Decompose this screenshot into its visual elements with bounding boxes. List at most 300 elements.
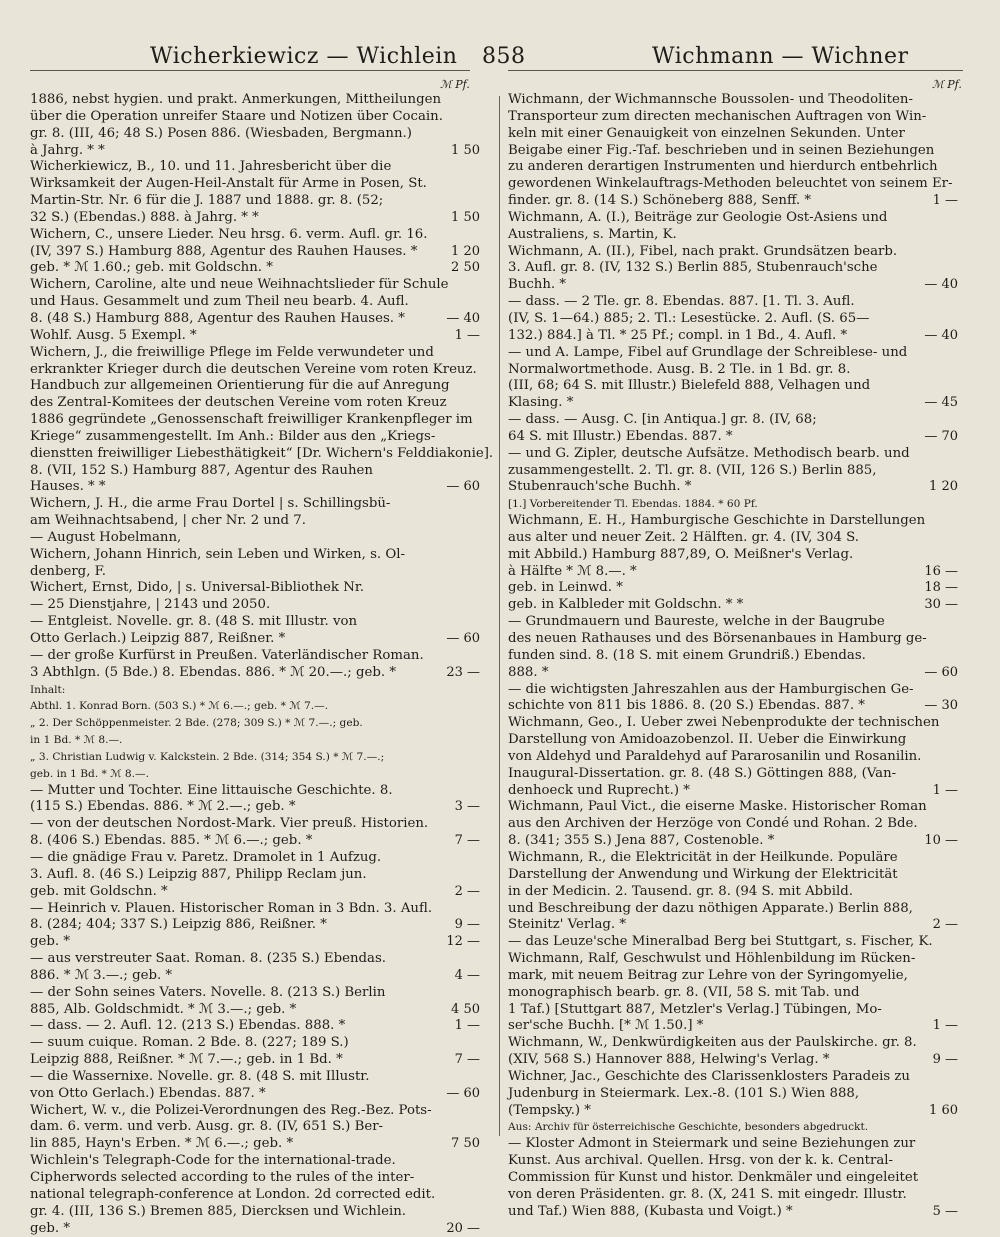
entry-line bbox=[508, 1069, 958, 1086]
entry-text: (IV, S. 1—64.) 885; 2. Tl.: Lesestücke. 2. Aufl. (S. 65— bbox=[508, 310, 870, 326]
entry-price: 10 — bbox=[924, 833, 958, 849]
entry-line bbox=[30, 479, 480, 496]
entry-line bbox=[508, 1035, 958, 1052]
entry-line bbox=[30, 749, 480, 766]
entry-text: geb. mit Goldschn. * bbox=[30, 883, 168, 899]
entry-text: 3. Aufl. gr. 8. (IV, 132 S.) Berlin 885, Stubenrauch'sche bbox=[508, 260, 878, 276]
entry-text: 132.) 884.] à Tl. * 25 Pf.; compl. in 1 Bd., 4. Aufl. * bbox=[508, 327, 848, 343]
entry-text: à Jahrg. * * bbox=[30, 142, 105, 158]
entry-text: von Aldehyd und Paraldehyd auf Pararosanilin und Rosanilin. bbox=[508, 748, 922, 764]
entry-text: Wichmann, Paul Vict., die eiserne Maske. Historischer Roman bbox=[508, 799, 927, 815]
entry-price: 1 — bbox=[932, 782, 958, 798]
entry-line bbox=[30, 614, 480, 631]
entry-text: und Haus. Gesammelt und zum Theil neu bearb. 4. Aufl. bbox=[30, 294, 409, 310]
entry-line bbox=[30, 564, 480, 581]
entry-text: Otto Gerlach.) Leipzig 887, Reißner. * bbox=[30, 631, 286, 646]
entry-line bbox=[30, 783, 480, 800]
entry-text: 8. (VII, 152 S.) Hamburg 887, Agentur des Rauhen bbox=[30, 462, 373, 478]
entry-text: national telegraph-conference at London. 2d corrected edit. bbox=[30, 1186, 436, 1202]
entry-line bbox=[508, 985, 958, 1002]
entry-text: „ 3. Christian Ludwig v. Kalckstein. 2 Bde. (314; 354 S.) * ℳ 7.—.; bbox=[30, 750, 385, 763]
entry-text: — aus verstreuter Saat. Roman. 8. (235 S.) Ebendas. bbox=[30, 951, 387, 967]
entry-text: — und G. Zipler, deutsche Aufsätze. Methodisch bearb. und bbox=[508, 445, 910, 461]
entry-text: Steinitz' Verlag. * bbox=[508, 917, 627, 933]
entry-text: 3 Abthlgn. (5 Bde.) 8. Ebendas. 886. * ℳ 20.—.; geb. * bbox=[30, 664, 396, 680]
entry-text: des Zentral-Komitees der deutschen Vereine vom roten Kreuz bbox=[30, 395, 447, 411]
entry-price: — 30 bbox=[924, 698, 958, 714]
entry-line bbox=[508, 783, 958, 800]
entry-text: Kunst. Aus archival. Quellen. Hrsg. von der k. k. Central- bbox=[508, 1153, 894, 1169]
entry-line bbox=[30, 766, 480, 783]
entry-text: erkrankter Krieger durch die deutschen Vereine vom roten Kreuz. bbox=[30, 361, 477, 377]
entry-text: 8. (341; 355 S.) Jena 887, Costenoble. * bbox=[508, 833, 775, 849]
entry-price: 1 — bbox=[454, 1018, 480, 1034]
entry-text: (XIV, 568 S.) Hannover 888, Helwing's Verlag. * bbox=[508, 1052, 830, 1068]
entry-text: — Heinrich v. Plauen. Historischer Roman in 3 Bdn. 3. Aufl. bbox=[30, 900, 433, 916]
entry-text: des neuen Rathauses und des Börsenanbaues in Hamburg ge- bbox=[508, 631, 927, 646]
price-column-heading-left: ℳ Pf. bbox=[440, 78, 470, 91]
entry-price: — 40 bbox=[924, 327, 958, 343]
entry-line bbox=[508, 328, 958, 345]
entry-line bbox=[508, 1086, 958, 1103]
entry-text: 8. (406 S.) Ebendas. 885. * ℳ 6.—.; geb. * bbox=[30, 833, 313, 849]
entry-price: 1 20 bbox=[929, 479, 958, 495]
entry-line bbox=[508, 294, 958, 311]
entry-text: Wichern, Caroline, alte und neue Weihnachtslieder für Schule bbox=[30, 277, 449, 293]
entry-line bbox=[30, 412, 480, 429]
entry-line bbox=[30, 698, 480, 715]
entry-text: Klasing. * bbox=[508, 395, 574, 411]
entry-price: 1 60 bbox=[929, 1102, 958, 1118]
entry-price: 4 — bbox=[454, 967, 480, 983]
entry-text: Darstellung von Amidoazobenzol. II. Ueber die Einwirkung bbox=[508, 732, 907, 748]
entry-line bbox=[30, 345, 480, 362]
entry-price: 1 50 bbox=[451, 142, 480, 158]
entry-text: denberg, F. bbox=[30, 563, 107, 579]
entry-text: — 25 Dienstjahre, | 2143 und 2050. bbox=[30, 597, 271, 613]
entry-line bbox=[30, 884, 480, 901]
entry-text: am Weihnachtsabend, | cher Nr. 2 und 7. bbox=[30, 513, 306, 529]
entry-line bbox=[30, 901, 480, 918]
entry-line bbox=[30, 732, 480, 749]
entry-line bbox=[508, 463, 958, 480]
entry-line bbox=[508, 362, 958, 379]
entry-line bbox=[508, 277, 958, 294]
entry-text: — das Leuze'sche Mineralbad Berg bei Stuttgart, s. Fischer, K. bbox=[508, 934, 933, 950]
entry-text: dam. 6. verm. und verb. Ausg. gr. 8. (IV, 651 S.) Ber- bbox=[30, 1119, 384, 1135]
entry-line bbox=[508, 193, 958, 210]
entry-text: geb. in Leinwd. * bbox=[508, 580, 623, 596]
entry-price: 1 20 bbox=[451, 243, 480, 259]
entry-text: Wichmann, E. H., Hamburgische Geschichte in Darstellungen bbox=[508, 513, 926, 529]
entry-text: und Beschreibung der dazu nöthigen Apparate.) Berlin 888, bbox=[508, 900, 913, 916]
entry-text: Wichern, C., unsere Lieder. Neu hrsg. 6. verm. Aufl. gr. 16. bbox=[30, 226, 428, 242]
entry-text: Wichmann, Geo., I. Ueber zwei Nebenprodukte der technischen bbox=[508, 715, 940, 731]
entry-price: — 40 bbox=[446, 310, 480, 326]
entry-line bbox=[508, 311, 958, 328]
entry-line bbox=[508, 698, 958, 715]
entry-line bbox=[508, 176, 958, 193]
entry-text: ser'sche Buchh. [* ℳ 1.50.] * bbox=[508, 1018, 704, 1034]
entry-text: — dass. — 2. Aufl. 12. (213 S.) Ebendas. 888. * bbox=[30, 1018, 346, 1034]
entry-line bbox=[30, 109, 480, 126]
entry-line bbox=[30, 833, 480, 850]
entry-line bbox=[30, 580, 480, 597]
entry-text: Australiens, s. Martin, K. bbox=[508, 226, 677, 242]
entry-price: 18 — bbox=[924, 580, 958, 596]
entry-text: in der Medicin. 2. Tausend. gr. 8. (94 S. mit Abbild. bbox=[508, 883, 853, 899]
entry-text: Cipherwords selected according to the rules of the inter- bbox=[30, 1170, 415, 1185]
entry-line bbox=[508, 749, 958, 766]
entry-line bbox=[508, 429, 958, 446]
entry-text: zu anderen derartigen Instrumenten und hierdurch entbehrlich bbox=[508, 159, 938, 175]
entry-line bbox=[508, 513, 958, 530]
entry-line bbox=[508, 1103, 958, 1120]
entry-line bbox=[30, 917, 480, 934]
entry-text: von deren Präsidenten. gr. 8. (X, 241 S. mit eingedr. Illustr. bbox=[508, 1186, 907, 1202]
entry-price: 7 50 bbox=[451, 1136, 480, 1152]
running-header-left: Wicherkiewicz — Wichlein bbox=[150, 44, 458, 69]
entry-line bbox=[508, 884, 958, 901]
entry-line bbox=[30, 1204, 480, 1221]
entry-text: aus den Archiven der Herzöge von Condé und Rohan. 2 Bde. bbox=[508, 816, 918, 832]
entry-line bbox=[508, 210, 958, 227]
entry-line bbox=[508, 1052, 958, 1069]
entry-text: Wichmann, A. (I.), Beiträge zur Geologie Ost-Asiens und bbox=[508, 209, 888, 225]
entry-text: — und A. Lampe, Fibel auf Grundlage der Schreiblese- und bbox=[508, 344, 908, 360]
entry-line bbox=[508, 732, 958, 749]
entry-line bbox=[508, 917, 958, 934]
entry-text: Wichner, Jac., Geschichte des Clarissenklosters Paradeis zu bbox=[508, 1068, 910, 1084]
entry-line bbox=[508, 1153, 958, 1170]
entry-line bbox=[30, 682, 480, 699]
entry-text: funden sind. 8. (18 S. mit einem Grundriß.) Ebendas. bbox=[508, 647, 866, 663]
entry-line bbox=[30, 193, 480, 210]
entry-line bbox=[508, 648, 958, 665]
entry-line bbox=[30, 1069, 480, 1086]
entry-line bbox=[30, 799, 480, 816]
entry-text: über die Operation unreifer Staare und Notizen über Cocain. bbox=[30, 108, 443, 124]
entry-text: 32 S.) (Ebendas.) 888. à Jahrg. * * bbox=[30, 209, 259, 225]
entry-text: 886. * ℳ 3.—.; geb. * bbox=[30, 967, 173, 983]
entry-text: gr. 4. (III, 136 S.) Bremen 885, Diercksen und Wichlein. bbox=[30, 1203, 407, 1219]
entry-line bbox=[30, 445, 494, 463]
entry-line bbox=[508, 816, 958, 833]
entry-line bbox=[508, 799, 958, 816]
entry-text: Kriege“ zusammengestellt. Im Anh.: Bilder aus den „Kriegs- bbox=[30, 428, 436, 444]
entry-text: lin 885, Hayn's Erben. * ℳ 6.—.; geb. * bbox=[30, 1136, 294, 1152]
entry-price: 2 50 bbox=[451, 260, 480, 276]
entry-price: 1 — bbox=[932, 193, 958, 209]
entry-line bbox=[30, 429, 480, 446]
entry-line bbox=[30, 968, 480, 985]
entry-line bbox=[30, 631, 480, 648]
entry-text: mark, mit neuem Beitrag zur Lehre von der Syringomyelie, bbox=[508, 967, 908, 983]
entry-line bbox=[508, 244, 958, 261]
entry-line bbox=[30, 1052, 480, 1069]
entry-text: 1 Taf.) [Stuttgart 887, Metzler's Verlag.] Tübingen, Mo- bbox=[508, 1001, 882, 1017]
entry-line bbox=[30, 597, 480, 614]
entry-line bbox=[508, 92, 958, 109]
entry-text: — Entgleist. Novelle. gr. 8. (48 S. mit Illustr. von bbox=[30, 614, 358, 630]
entry-line bbox=[30, 159, 480, 176]
entry-text: zusammengestellt. 2. Tl. gr. 8. (VII, 126 S.) Berlin 885, bbox=[508, 462, 877, 478]
entry-price: — 40 bbox=[924, 277, 958, 293]
entry-text: in 1 Bd. * ℳ 8.—. bbox=[30, 734, 123, 747]
entry-text: „ 2. Der Schöppenmeister. 2 Bde. (278; 309 S.) * ℳ 7.—.; geb. bbox=[30, 717, 363, 730]
entry-text: Transporteur zum directen mechanischen Auftragen von Win- bbox=[508, 108, 927, 124]
entry-line bbox=[508, 564, 958, 581]
entry-text: Normalwortmethode. Ausg. B. 2 Tle. in 1 Bd. gr. 8. bbox=[508, 361, 851, 377]
entry-text: 885, Alb. Goldschmidt. * ℳ 3.—.; geb. * bbox=[30, 1001, 297, 1017]
entry-text: gr. 8. (III, 46; 48 S.) Posen 886. (Wiesbaden, Bergmann.) bbox=[30, 125, 412, 141]
entry-text: (III, 68; 64 S. mit Illustr.) Bielefeld 888, Velhagen und bbox=[508, 378, 871, 394]
entry-line bbox=[30, 1221, 480, 1237]
entry-price: 1 — bbox=[454, 327, 480, 343]
running-header-right: Wichmann — Wichner bbox=[652, 44, 909, 69]
entry-price: — 60 bbox=[446, 1085, 480, 1101]
entry-text: Wohlf. Ausg. 5 Exempl. * bbox=[30, 327, 197, 343]
entry-line bbox=[508, 682, 958, 699]
entry-price: 1 — bbox=[932, 1018, 958, 1034]
entry-line bbox=[30, 1136, 480, 1153]
entry-text: 8. (48 S.) Hamburg 888, Agentur des Rauhen Hauses. * bbox=[30, 310, 405, 326]
entry-line bbox=[30, 328, 480, 345]
entry-line bbox=[30, 176, 480, 193]
entry-line bbox=[508, 631, 958, 648]
entry-text: Beigabe einer Fig.-Taf. beschrieben und in seinen Beziehungen bbox=[508, 142, 935, 158]
entry-text: Wirksamkeit der Augen-Heil-Anstalt für Arme in Posen, St. bbox=[30, 176, 427, 192]
entry-text: — der große Kurfürst in Preußen. Vaterländischer Roman. bbox=[30, 647, 424, 663]
entry-text: [1.] Vorbereitender Tl. Ebendas. 1884. * 60 Pf. bbox=[508, 498, 758, 511]
entry-text: 3. Aufl. 8. (46 S.) Leipzig 887, Philipp Reclam jun. bbox=[30, 866, 367, 882]
entry-line bbox=[30, 395, 480, 412]
entry-text: aus alter und neuer Zeit. 2 Hälften. gr. 4. (IV, 304 S. bbox=[508, 529, 860, 545]
entry-text: — von der deutschen Nordost-Mark. Vier preuß. Historien. bbox=[30, 816, 429, 832]
page-number: 858 bbox=[482, 44, 526, 69]
entry-text: Wichmann, R., die Elektricität in der Heilkunde. Populäre bbox=[508, 849, 898, 865]
entry-text: monographisch bearb. gr. 8. (VII, 58 S. mit Tab. und bbox=[508, 984, 860, 1000]
entry-price: — 60 bbox=[446, 479, 480, 495]
entry-line bbox=[30, 1035, 480, 1052]
entry-text: geb. in Kalbleder mit Goldschn. * * bbox=[508, 597, 744, 613]
entry-line bbox=[30, 1018, 480, 1035]
entry-price: 4 50 bbox=[451, 1001, 480, 1017]
entry-line bbox=[30, 934, 480, 951]
entry-line bbox=[30, 496, 480, 513]
entry-text: geb. * ℳ 1.60.; geb. mit Goldschn. * bbox=[30, 260, 273, 276]
entry-price: 7 — bbox=[454, 1052, 480, 1068]
entry-price: 20 — bbox=[446, 1220, 480, 1236]
entry-line bbox=[508, 1187, 958, 1204]
column-divider bbox=[499, 96, 500, 1136]
entry-line bbox=[30, 1170, 480, 1187]
entry-text: (IV, 397 S.) Hamburg 888, Agentur des Rauhen Hauses. * bbox=[30, 243, 418, 259]
right-column bbox=[508, 92, 958, 1219]
entry-line bbox=[30, 260, 480, 277]
entry-line bbox=[508, 901, 958, 918]
entry-price: 9 — bbox=[454, 917, 480, 933]
entry-text: — dass. — Ausg. C. [in Antiqua.] gr. 8. (IV, 68; bbox=[508, 412, 817, 428]
entry-line bbox=[30, 244, 480, 261]
entry-text: Wichert, Ernst, Dido, | s. Universal-Bibliothek Nr. bbox=[30, 580, 364, 596]
entry-line bbox=[508, 867, 958, 884]
entry-text: — August Hobelmann, bbox=[30, 529, 182, 545]
entry-text: Martin-Str. Nr. 6 für die J. 1887 und 1888. gr. 8. (52; bbox=[30, 193, 384, 209]
entry-line bbox=[508, 126, 958, 143]
entry-line bbox=[508, 260, 958, 277]
entry-text: geb. * bbox=[30, 1220, 70, 1236]
entry-line bbox=[508, 227, 958, 244]
entry-line bbox=[508, 934, 958, 951]
entry-text: Abthl. 1. Konrad Born. (503 S.) * ℳ 6.—.; geb. * ℳ 7.—. bbox=[30, 700, 329, 713]
entry-text: Buchh. * bbox=[508, 277, 567, 293]
entry-line bbox=[508, 530, 958, 547]
entry-text: à Hälfte * ℳ 8.—. * bbox=[508, 563, 637, 579]
entry-price: — 60 bbox=[924, 664, 958, 680]
entry-line bbox=[30, 126, 480, 143]
entry-price: 16 — bbox=[924, 563, 958, 579]
header-rule-right bbox=[508, 70, 963, 71]
entry-text: Wichern, J., die freiwillige Pflege im Felde verwundeter und bbox=[30, 344, 434, 360]
entry-line bbox=[30, 985, 480, 1002]
entry-price: 9 — bbox=[932, 1052, 958, 1068]
entry-text: Wichern, Johann Hinrich, sein Leben und Wirken, s. Ol- bbox=[30, 546, 405, 562]
entry-line bbox=[30, 547, 480, 564]
entry-text: Wichmann, W., Denkwürdigkeiten aus der Paulskirche. gr. 8. bbox=[508, 1035, 917, 1051]
entry-price: 30 — bbox=[924, 597, 958, 613]
entry-text: — die gnädige Frau v. Paretz. Dramolet in 1 Aufzug. bbox=[30, 849, 382, 865]
entry-text: — dass. — 2 Tle. gr. 8. Ebendas. 887. [1. Tl. 3. Aufl. bbox=[508, 294, 855, 310]
entry-line bbox=[30, 1119, 480, 1136]
entry-text: Handbuch zur allgemeinen Orientierung für die auf Anregung bbox=[30, 378, 450, 394]
entry-line bbox=[508, 143, 958, 160]
entry-line bbox=[508, 833, 958, 850]
entry-line bbox=[508, 479, 958, 496]
entry-text: Wichlein's Telegraph-Code for the international-trade. bbox=[30, 1153, 396, 1169]
entry-line bbox=[508, 614, 958, 631]
entry-line bbox=[508, 1204, 958, 1221]
entry-text: dienstten freiwilliger Liebesthätigkeit“ [Dr. Wichern's Felddiakonie]. bbox=[30, 445, 494, 461]
entry-line bbox=[508, 1119, 958, 1136]
entry-line bbox=[30, 92, 480, 109]
entry-line bbox=[508, 665, 958, 682]
entry-text: Darstellung der Anwendung und Wirkung der Elektricität bbox=[508, 866, 898, 882]
entry-line bbox=[508, 766, 958, 783]
entry-price: 2 — bbox=[932, 917, 958, 933]
entry-text: 8. (284; 404; 337 S.) Leipzig 886, Reißner. * bbox=[30, 917, 327, 933]
entry-line bbox=[30, 277, 480, 294]
entry-line bbox=[30, 294, 480, 311]
entry-text: Wichert, W. v., die Polizei-Verordnungen des Reg.-Bez. Pots- bbox=[30, 1102, 432, 1118]
entry-text: geb. * bbox=[30, 934, 70, 950]
entry-line bbox=[30, 378, 480, 395]
left-column bbox=[30, 92, 494, 1236]
entry-line bbox=[30, 530, 480, 547]
entry-text: (Tempsky.) * bbox=[508, 1102, 591, 1118]
entry-text: Leipzig 888, Reißner. * ℳ 7.—.; geb. in 1 Bd. * bbox=[30, 1052, 343, 1068]
entry-line bbox=[508, 1170, 958, 1187]
entry-price: 1 50 bbox=[451, 209, 480, 225]
entry-line bbox=[508, 850, 958, 867]
entry-text: — suum cuique. Roman. 2 Bde. 8. (227; 189 S.) bbox=[30, 1035, 349, 1051]
entry-text: — der Sohn seines Vaters. Novelle. 8. (213 S.) Berlin bbox=[30, 984, 386, 1000]
entry-text: Wichmann, Ralf, Geschwulst und Höhlenbildung im Rücken- bbox=[508, 951, 916, 967]
price-column-heading-right: ℳ Pf. bbox=[932, 78, 962, 91]
entry-line bbox=[30, 665, 480, 682]
entry-text: 1886, nebst hygien. und prakt. Anmerkungen, Mittheilungen bbox=[30, 92, 442, 107]
entry-line bbox=[508, 968, 958, 985]
entry-line bbox=[30, 1187, 480, 1204]
entry-price: 5 — bbox=[932, 1203, 958, 1219]
entry-line bbox=[30, 1103, 480, 1120]
entry-line bbox=[30, 816, 480, 833]
entry-line bbox=[30, 362, 480, 379]
entry-text: und Taf.) Wien 888, (Kubasta und Voigt.) * bbox=[508, 1203, 793, 1219]
entry-text: Commission für Kunst und histor. Denkmäler und eingeleitet bbox=[508, 1170, 919, 1185]
entry-text: denhoeck und Ruprecht.) * bbox=[508, 782, 690, 798]
entry-text: — die Wassernixe. Novelle. gr. 8. (48 S. mit Illustr. bbox=[30, 1068, 370, 1084]
entry-line bbox=[508, 1002, 958, 1019]
entry-text: von Otto Gerlach.) Ebendas. 887. * bbox=[30, 1085, 266, 1101]
entry-text: (115 S.) Ebendas. 886. * ℳ 2.—.; geb. * bbox=[30, 799, 296, 815]
entry-text: Wichmann, der Wichmannsche Boussolen- und Theodoliten- bbox=[508, 92, 913, 107]
entry-line bbox=[508, 109, 958, 126]
entry-line bbox=[30, 513, 480, 530]
entry-text: Aus: Archiv für österreichische Geschichte, besonders abgedruckt. bbox=[508, 1121, 869, 1134]
entry-line bbox=[508, 1018, 958, 1035]
entry-line bbox=[30, 210, 480, 227]
entry-text: mit Abbild.) Hamburg 887,89, O. Meißner's Verlag. bbox=[508, 546, 854, 562]
entry-line bbox=[30, 227, 480, 244]
entry-price: — 45 bbox=[924, 395, 958, 411]
entry-line bbox=[30, 850, 480, 867]
entry-text: — Grundmauern und Baureste, welche in der Baugrube bbox=[508, 614, 885, 630]
entry-line bbox=[508, 597, 958, 614]
entry-text: — Mutter und Tochter. Eine littauische Geschichte. 8. bbox=[30, 782, 393, 798]
entry-text: Wichmann, A. (II.), Fibel, nach prakt. Grundsätzen bearb. bbox=[508, 243, 898, 259]
entry-text: 888. * bbox=[508, 664, 549, 680]
entry-text: Stubenrauch'sche Buchh. * bbox=[508, 479, 692, 495]
entry-price: — 70 bbox=[924, 428, 958, 444]
entry-text: 64 S. mit Illustr.) Ebendas. 887. * bbox=[508, 428, 733, 444]
entry-line bbox=[30, 143, 480, 160]
entry-line bbox=[30, 311, 480, 328]
entry-text: Judenburg in Steiermark. Lex.-8. (101 S.) Wien 888, bbox=[508, 1085, 860, 1101]
entry-line bbox=[508, 378, 958, 395]
entry-text: Hauses. * * bbox=[30, 479, 106, 495]
entry-text: Inhalt: bbox=[30, 683, 66, 696]
entry-price: — 60 bbox=[446, 631, 480, 646]
entry-text: Inaugural-Dissertation. gr. 8. (48 S.) Göttingen 888, (Van- bbox=[508, 765, 897, 781]
entry-text: 1886 gegründete „Genossenschaft freiwilliger Krankenpfleger im bbox=[30, 412, 473, 428]
entry-price: 23 — bbox=[446, 664, 480, 680]
entry-text: keln mit einer Genauigkeit von einzelnen Sekunden. Unter bbox=[508, 125, 905, 141]
header-rule-left bbox=[30, 70, 470, 71]
entry-line bbox=[508, 345, 958, 362]
entry-line bbox=[30, 463, 480, 480]
entry-line bbox=[30, 1002, 480, 1019]
entry-text: Wicherkiewicz, B., 10. und 11. Jahresbericht über die bbox=[30, 159, 392, 175]
entry-line bbox=[508, 1136, 958, 1153]
entry-line bbox=[508, 547, 958, 564]
entry-text: finder. gr. 8. (14 S.) Schöneberg 888, Senff. * bbox=[508, 193, 812, 209]
entry-line bbox=[30, 1086, 480, 1103]
entry-line bbox=[508, 395, 958, 412]
entry-price: 2 — bbox=[454, 883, 480, 899]
entry-text: Wichern, J. H., die arme Frau Dortel | s. Schillingsbü- bbox=[30, 496, 391, 512]
entry-line bbox=[508, 951, 958, 968]
